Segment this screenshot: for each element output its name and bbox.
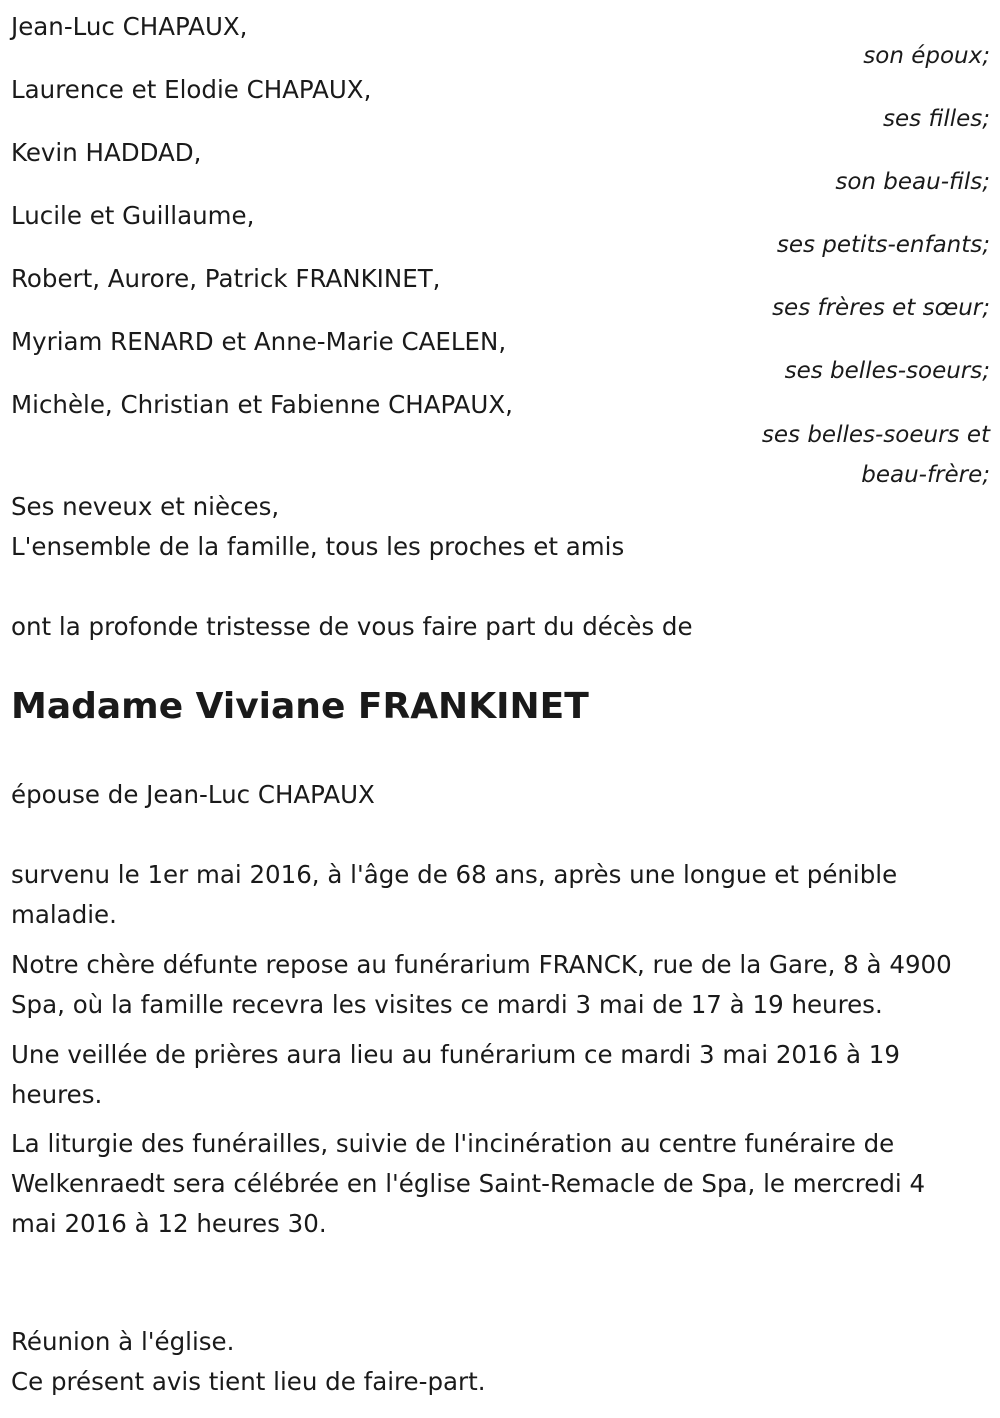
announcement-text: ont la profonde tristesse de vous faire part du décès de [11, 612, 693, 641]
extended-family-line: Ses neveux et nièces, [11, 492, 280, 521]
family-entry [11, 201, 990, 264]
family-role: son beau-fils; [835, 169, 990, 195]
family-name: Jean-Luc CHAPAUX, [11, 12, 248, 41]
family-role: ses frères et sœur; [772, 295, 990, 321]
family-role: ses belles-soeurs et beau-frère; [761, 422, 990, 488]
extended-family [11, 487, 990, 567]
family-entry [11, 138, 990, 201]
family-entry [11, 75, 990, 138]
closing-line: Ce présent avis tient lieu de faire-part. [11, 1367, 486, 1396]
family-name: Robert, Aurore, Patrick FRANKINET, [11, 264, 441, 293]
details [11, 855, 971, 1244]
family-name: Myriam RENARD et Anne-Marie CAELEN, [11, 327, 507, 356]
closing-line: Réunion à l'église. [11, 1327, 235, 1356]
family-role: ses filles; [883, 106, 990, 132]
family-entry [11, 327, 990, 390]
extended-family-line: L'ensemble de la famille, tous les proches et amis [11, 532, 625, 561]
detail-paragraph: La liturgie des funérailles, suivie de l'incinération au centre funéraire de Welkenraedt sera célébrée en l'église Saint-Remacle de Spa, le mercredi 4 mai 2016 à 12 heures 30. [11, 1129, 926, 1238]
detail-paragraph: survenu le 1er mai 2016, à l'âge de 68 ans, après une longue et pénible maladie. [11, 860, 898, 929]
family-role: son époux; [863, 43, 990, 69]
family-role: ses belles-soeurs; [784, 358, 990, 384]
family-name: Kevin HADDAD, [11, 138, 202, 167]
family-entry [11, 12, 990, 75]
closing [11, 1322, 990, 1402]
family-list [11, 12, 990, 490]
obituary-notice [11, 0, 990, 1418]
family-name: Laurence et Elodie CHAPAUX, [11, 75, 372, 104]
detail-paragraph: Notre chère défunte repose au funérarium FRANCK, rue de la Gare, 8 à 4900 Spa, où la famille recevra les visites ce mardi 3 mai de 17 à 19 heures. [11, 950, 952, 1019]
family-name: Michèle, Christian et Fabienne CHAPAUX, [11, 390, 513, 419]
deceased-name: Madame Viviane FRANKINET [11, 686, 589, 727]
family-entry [11, 264, 990, 327]
family-role: ses petits-enfants; [776, 232, 990, 258]
spouse-line: épouse de Jean-Luc CHAPAUX [11, 780, 375, 809]
detail-paragraph: Une veillée de prières aura lieu au funérarium ce mardi 3 mai 2016 à 19 heures. [11, 1040, 900, 1109]
family-entry [11, 390, 990, 490]
family-name: Lucile et Guillaume, [11, 201, 255, 230]
